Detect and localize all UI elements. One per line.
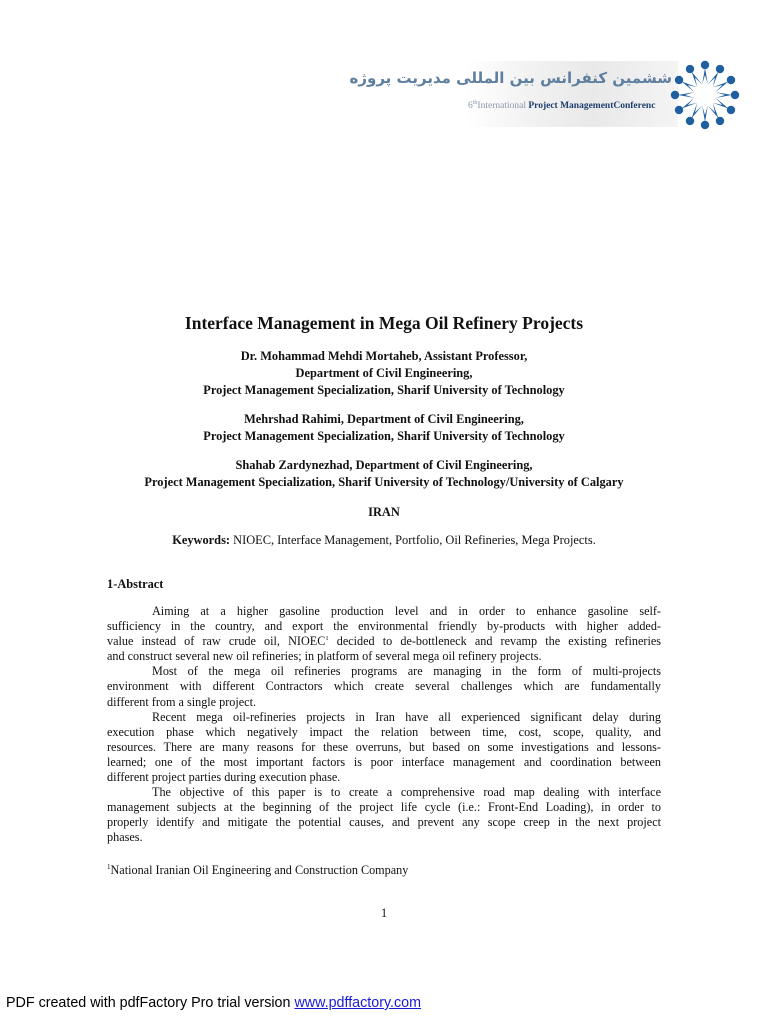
text-line: different project parties during execution phase. (107, 770, 341, 785)
keywords (0, 533, 768, 548)
emblem-person-head (671, 91, 679, 99)
emblem-person-head (716, 117, 724, 125)
author-line: Project Management Specialization, Sharif University of Technology (203, 383, 565, 397)
author-block-3 (0, 457, 768, 491)
emblem-person-head (686, 117, 694, 125)
emblem-person-head (716, 65, 724, 73)
emblem-person-head (675, 76, 683, 84)
emblem-person-body (692, 103, 703, 119)
text-line: sufficiency in the country, and export the environmental friendly by-products with higher added- (107, 619, 661, 634)
section-heading-abstract: 1-Abstract (107, 577, 164, 591)
text-line: learned; one of the most important factors is poor interface management and coordination between (107, 754, 661, 769)
keywords-label: Keywords: (172, 533, 231, 547)
author-list (0, 348, 768, 491)
emblem-person-body (716, 92, 732, 98)
author-line: Mehrshad Rahimi, Department of Civil Engineering, (244, 412, 524, 426)
text-line: resources. There are many reasons for these overruns, but based on some investigations and lessons- (107, 739, 661, 754)
people-circle-emblem-icon (666, 57, 744, 133)
footnote (107, 863, 408, 878)
logo-persian-title: ششمین کنفرانس بین المللی مدیریت پروژه (349, 69, 672, 87)
text-line: phases. (107, 830, 143, 845)
author-line: Department of Civil Engineering, (295, 366, 473, 380)
footnote-marker: 1 (107, 862, 111, 871)
emblem-person-body (678, 92, 694, 98)
logo-english-superscript: th (472, 100, 478, 106)
abstract-paragraph-2 (107, 664, 661, 709)
abstract-paragraph-1 (107, 604, 661, 664)
logo-english-title (468, 100, 678, 111)
conference-logo (349, 57, 744, 133)
abstract-paragraph-3 (107, 710, 661, 785)
logo-english-number: 6 (468, 101, 473, 112)
emblem-person-body (713, 82, 729, 93)
page-number: 1 (380, 906, 388, 920)
emblem-person-body (692, 72, 703, 88)
country: IRAN (368, 505, 400, 519)
emblem-person-head (727, 76, 735, 84)
logo-english-conference: Conferenc (613, 101, 656, 112)
logo-english-international: International (477, 101, 529, 112)
emblem-person-body (708, 72, 719, 88)
emblem-person-head (675, 106, 683, 114)
pdf-footer-text: PDF created with pdfFactory Pro trial version (6, 995, 295, 1011)
text-line: Most of the mega oil refineries programs are managing in the form of multi-projects (152, 664, 661, 679)
emblem-person-body (713, 98, 729, 109)
text-line: different from a single project. (107, 694, 257, 709)
text-line: properly identify and mitigate the potential causes, and prevent any scope creep in the next project (107, 815, 661, 830)
emblem-person-head (727, 106, 735, 114)
pdffactory-link[interactable]: www.pdffactory.com (294, 995, 422, 1011)
abstract-paragraph-4 (107, 785, 661, 845)
text-line: The objective of this paper is to create a comprehensive road map dealing with interface (152, 785, 661, 800)
emblem-person-body (708, 103, 719, 119)
emblem-person-head (686, 65, 694, 73)
author-line: Shahab Zardynezhad, Department of Civil Engineering, (235, 458, 533, 472)
author-block-2 (0, 411, 768, 445)
text-segment: decided to de-bottleneck and revamp the existing refineries (328, 634, 661, 649)
emblem-center (697, 87, 713, 103)
footnote-text: National Iranian Oil Engineering and Construction Company (110, 863, 409, 877)
text-line: Recent mega oil-refineries projects in Iran have all experienced significant delay during (152, 709, 661, 724)
logo-english-pm: Project Management (528, 101, 614, 112)
text-line: Aiming at a higher gasoline production level and in order to enhance gasoline self- (152, 604, 661, 618)
emblem-person-head (701, 121, 709, 129)
footnote-reference: 1 (325, 635, 329, 643)
keywords-text: NIOEC, Interface Management, Portfolio, Oil Refineries, Mega Projects. (230, 533, 596, 547)
text-segment: value instead of raw crude oil, NIOEC (107, 634, 326, 649)
emblem-person-body (702, 106, 708, 122)
author-block-1 (0, 348, 768, 399)
text-line: management subjects at the beginning of the project life cycle (i.e.: Front-End Loading), in order to (107, 800, 661, 815)
emblem-person-head (731, 91, 739, 99)
pdf-creator-footer (6, 995, 421, 1011)
author-line: Project Management Specialization, Sharif University of Technology (203, 429, 565, 443)
emblem-person-body (682, 98, 698, 109)
emblem-person-body (702, 68, 708, 84)
emblem-person-head (701, 61, 709, 69)
author-line: Dr. Mohammad Mehdi Mortaheb, Assistant Professor, (240, 349, 528, 363)
text-line: environment with different Contractors which create several challenges which are fundamentally (107, 679, 661, 694)
text-line: and construct several new oil refineries; in platform of several mega oil refinery projects. (107, 649, 542, 664)
text-line (107, 634, 661, 649)
abstract-body (107, 604, 661, 846)
text-line: execution phase which negatively impact the relation between time, cost, scope, quality, and (107, 724, 661, 739)
paper-title: Interface Management in Mega Oil Refinery Projects (184, 313, 584, 333)
logo-banner (349, 61, 678, 127)
author-line: Project Management Specialization, Sharif University of Technology/University of Calgary (144, 475, 624, 489)
emblem-person-body (682, 82, 698, 93)
